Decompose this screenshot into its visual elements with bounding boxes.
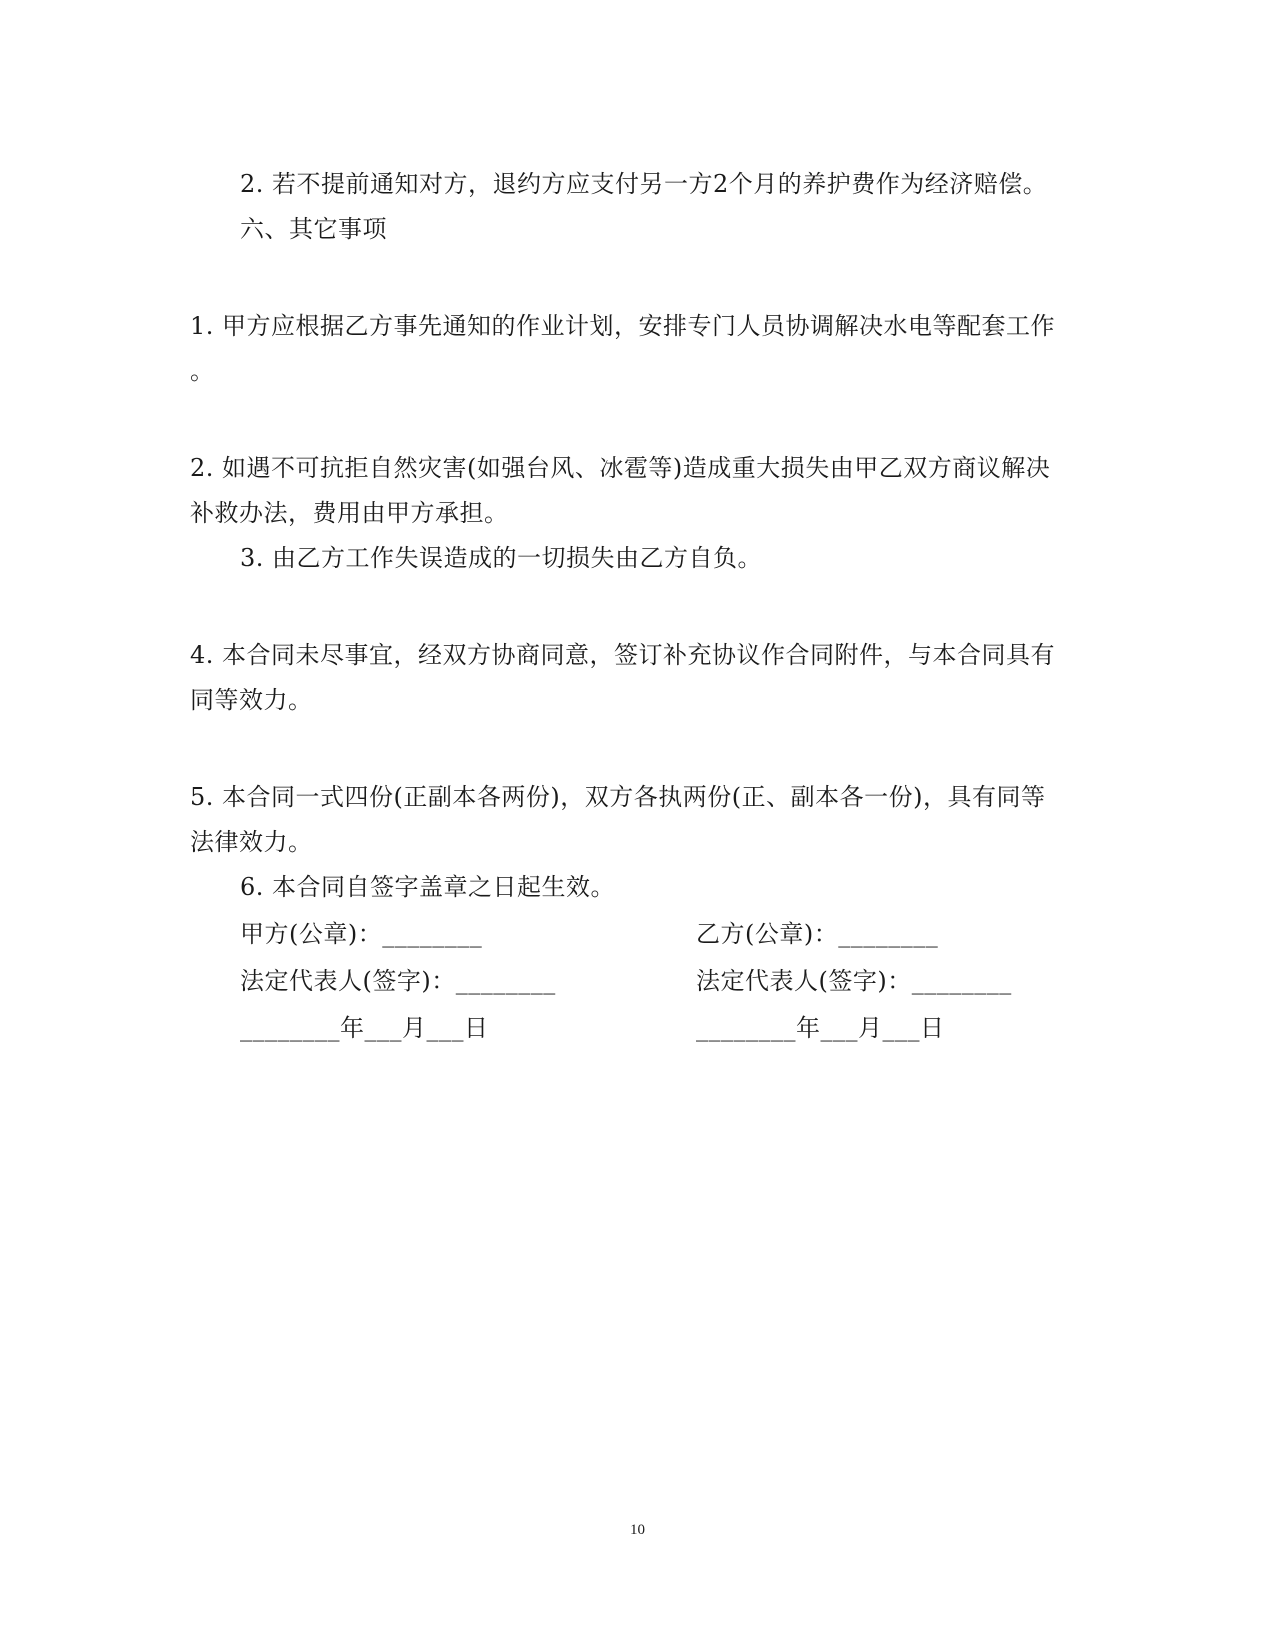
clause-6-5: 5. 本合同一式四份(正副本各两份)，双方各执两份(正、副本各一份)，具有同等 xyxy=(190,783,1046,811)
clause-6-4: 4. 本合同未尽事宜，经双方协商同意，签订补充协议作合同附件，与本合同具有 xyxy=(190,641,1056,669)
clause-6-1-continued: 。 xyxy=(190,357,215,385)
clause-6-3: 3. 由乙方工作失误造成的一切损失由乙方自负。 xyxy=(240,544,763,572)
party-b-representative-line: 法定代表人(签字)：________ xyxy=(696,967,1012,995)
party-b-seal-line: 乙方(公章)：________ xyxy=(696,920,939,948)
party-a-seal-line: 甲方(公章)：________ xyxy=(240,920,483,948)
party-b-date-line: ________年___月___日 xyxy=(696,1014,945,1042)
clause-6-5-continued: 法律效力。 xyxy=(190,828,313,856)
clause-6-2-continued: 补救办法，费用由甲方承担。 xyxy=(190,499,509,527)
section-six-heading: 六、其它事项 xyxy=(240,215,387,243)
clause-5-2: 2. 若不提前通知对方，退约方应支付另一方2个月的养护费作为经济赔偿。 xyxy=(240,170,1048,198)
clause-6-6: 6. 本合同自签字盖章之日起生效。 xyxy=(240,873,616,901)
page-number: 10 xyxy=(630,1522,645,1538)
clause-6-1: 1. 甲方应根据乙方事先通知的作业计划，安排专门人员协调解决水电等配套工作 xyxy=(190,312,1056,340)
clause-6-2: 2. 如遇不可抗拒自然灾害(如强台风、冰雹等)造成重大损失由甲乙双方商议解决 xyxy=(190,454,1051,482)
party-a-date-line: ________年___月___日 xyxy=(240,1014,489,1042)
clause-6-4-continued: 同等效力。 xyxy=(190,686,313,714)
party-a-representative-line: 法定代表人(签字)：________ xyxy=(240,967,556,995)
